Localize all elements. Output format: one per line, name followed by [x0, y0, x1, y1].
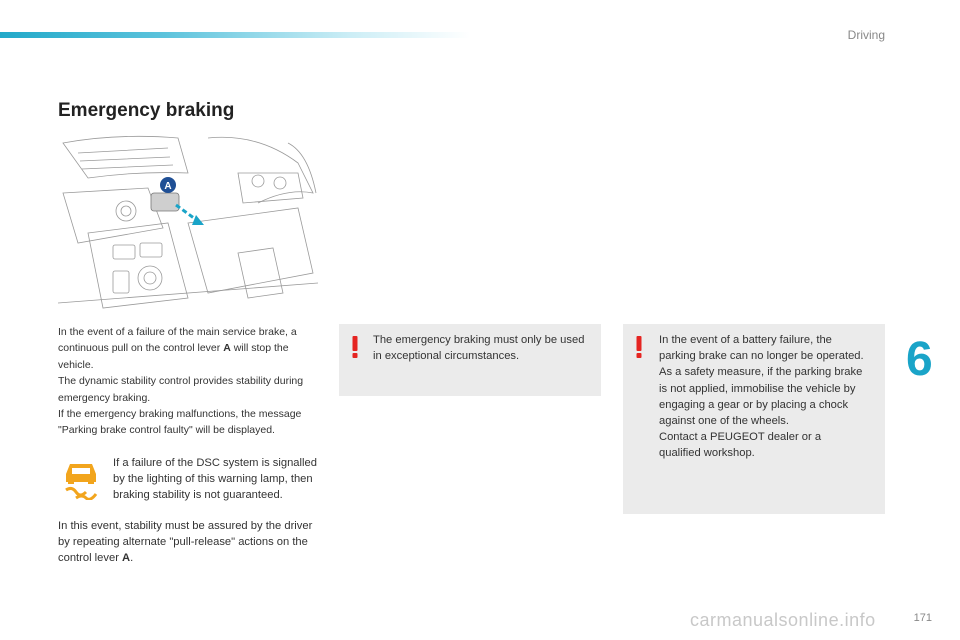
lever-reference: A — [122, 552, 131, 564]
chapter-number: 6 — [906, 333, 933, 386]
watermark: carmanualsonline.info — [690, 610, 876, 630]
exclamation-icon — [351, 336, 359, 358]
section-label: Driving — [847, 28, 885, 42]
page-title: Emergency braking — [58, 100, 235, 121]
intro-text — [58, 324, 320, 439]
intro-text-part: In the event of a failure of the main service brake, a continuous pull on the control lever — [58, 326, 297, 355]
note-line: In the event of a battery failure, the parking brake can no longer be operated. — [659, 334, 864, 363]
header-accent-bar — [0, 32, 470, 38]
driver-text-part: In this event, stability must be assured by the driver by repeating alternate "pull-release" actions on the control lever — [58, 520, 313, 564]
driver-instruction-text — [58, 518, 318, 566]
intro-text-part: will stop the vehicle. — [58, 342, 289, 371]
note-line: Contact a PEUGEOT dealer or a qualified workshop. — [659, 431, 822, 460]
exclamation-icon — [635, 336, 643, 358]
dsc-warning-lamp-icon — [62, 458, 100, 500]
warning-note-emergency — [339, 324, 601, 396]
note-line: As a safety measure, if the parking brake is not applied, immobilise the vehicle by engaging a gear or by placing a chock against one of the wheels. — [659, 366, 863, 428]
dsc-stability-text: The dynamic stability control provides stability during emergency braking. — [58, 375, 304, 404]
dashboard-illustration — [58, 133, 318, 313]
malfunction-text: If the emergency braking malfunctions, the message "Parking brake control faulty" will be displayed. — [58, 408, 302, 437]
driver-text-part: . — [130, 552, 134, 564]
dsc-warning-text: If a failure of the DSC system is signalled by the lighting of this warning lamp, then braking stability is not guaranteed. — [113, 457, 317, 501]
lever-reference: A — [223, 342, 231, 355]
note-text — [659, 332, 864, 462]
page-number: 171 — [913, 612, 932, 624]
warning-note-battery — [623, 324, 885, 514]
lever-a-label: A — [164, 181, 172, 192]
note-text: The emergency braking must only be used in exceptional circumstances. — [373, 334, 585, 363]
